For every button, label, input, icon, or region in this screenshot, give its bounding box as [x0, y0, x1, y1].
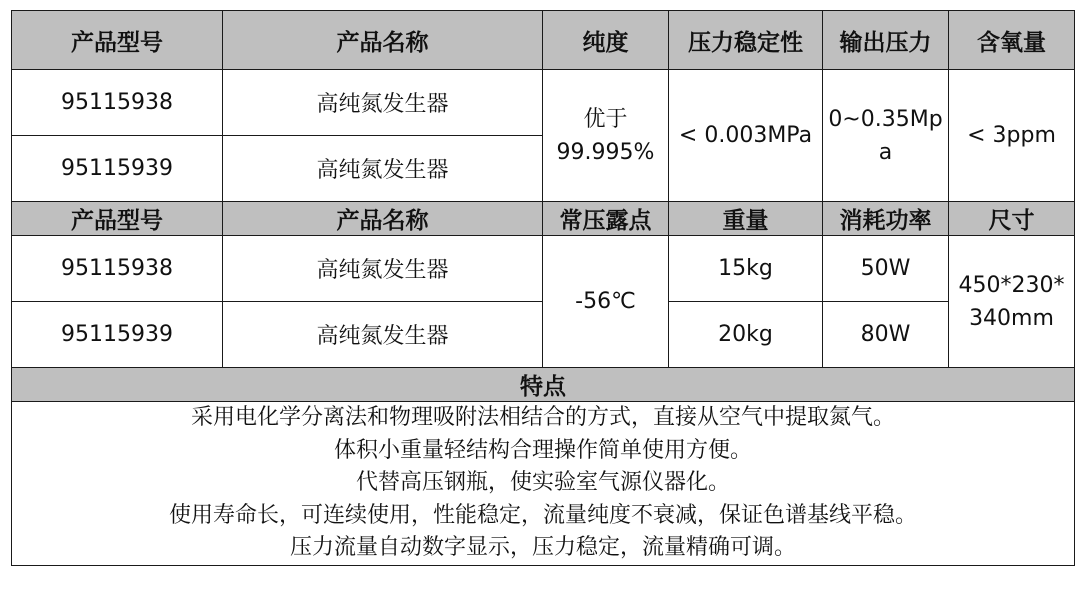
- header-pressure-stability: 压力稳定性: [669, 11, 823, 70]
- output-pressure-line-1: 0~0.35Mp: [828, 106, 943, 132]
- power-cell: 80W: [823, 302, 949, 368]
- oxygen-content-cell: < 3ppm: [949, 70, 1075, 202]
- features-header-row: [12, 368, 1075, 402]
- model-cell: 95115939: [12, 302, 223, 368]
- features-list: [12, 402, 1075, 566]
- output-pressure-line-2: a: [878, 139, 893, 165]
- feature-line: 压力流量自动数字显示，压力稳定，流量精确可调。: [289, 535, 796, 561]
- feature-line: 代替高压钢瓶，使实验室气源仪器化。: [355, 470, 730, 496]
- purity-line-1: 优于: [583, 106, 628, 132]
- header-weight: 重量: [669, 202, 823, 236]
- features-title: 特点: [12, 368, 1075, 402]
- table1-header-row: [12, 11, 1075, 70]
- feature-line: 采用电化学分离法和物理吸附法相结合的方式，直接从空气中提取氮气。: [190, 405, 895, 431]
- weight-cell: 15kg: [669, 236, 823, 302]
- spec-table: [11, 10, 1075, 566]
- pressure-stability-cell: < 0.003MPa: [669, 70, 823, 202]
- feature-line: 使用寿命长，可连续使用，性能稳定，流量纯度不衰减，保证色谱基线平稳。: [168, 502, 917, 528]
- product-name-cell: 高纯氮发生器: [223, 302, 543, 368]
- table2-header-row: [12, 202, 1075, 236]
- purity-cell: [543, 70, 669, 202]
- features-body-row: [12, 402, 1075, 566]
- table2-row-1: [12, 236, 1075, 302]
- weight-cell: 20kg: [669, 302, 823, 368]
- size-line-2: 340mm: [969, 305, 1054, 331]
- header-model: 产品型号: [12, 202, 223, 236]
- product-name-cell: 高纯氮发生器: [223, 70, 543, 136]
- header-name: 产品名称: [223, 202, 543, 236]
- dew-point-cell: -56℃: [543, 236, 669, 368]
- power-cell: 50W: [823, 236, 949, 302]
- table1-row-1: [12, 70, 1075, 136]
- model-cell: 95115938: [12, 70, 223, 136]
- product-name-cell: 高纯氮发生器: [223, 236, 543, 302]
- header-output-pressure: 输出压力: [823, 11, 949, 70]
- model-cell: 95115939: [12, 136, 223, 202]
- header-power: 消耗功率: [823, 202, 949, 236]
- header-model: 产品型号: [12, 11, 223, 70]
- header-oxygen-content: 含氧量: [949, 11, 1075, 70]
- header-purity: 纯度: [543, 11, 669, 70]
- feature-line: 体积小重量轻结构合理操作简单使用方便。: [333, 437, 752, 463]
- purity-line-2: 99.995%: [556, 139, 655, 165]
- header-name: 产品名称: [223, 11, 543, 70]
- header-dew-point: 常压露点: [543, 202, 669, 236]
- spec-sheet: [11, 10, 1074, 592]
- size-line-1: 450*230*: [958, 272, 1065, 298]
- size-cell: [949, 236, 1075, 368]
- output-pressure-cell: [823, 70, 949, 202]
- model-cell: 95115938: [12, 236, 223, 302]
- header-size: 尺寸: [949, 202, 1075, 236]
- product-name-cell: 高纯氮发生器: [223, 136, 543, 202]
